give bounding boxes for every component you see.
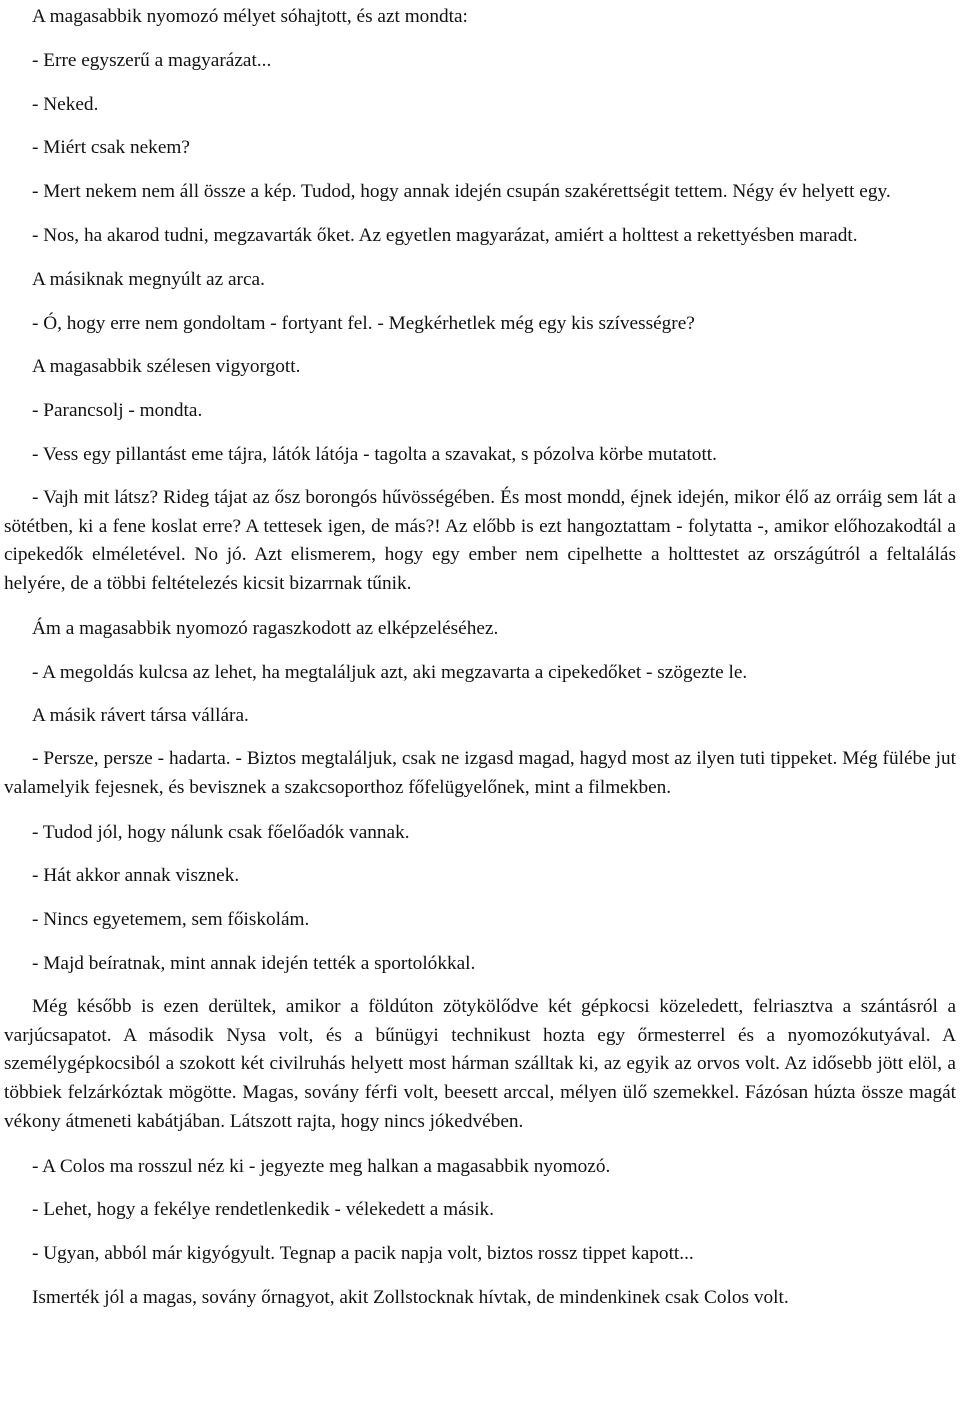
paragraph: - Vess egy pillantást eme tájra, látók látója - tagolta a szavakat, s pózolva körbe mutatott. xyxy=(32,443,717,465)
paragraph: Még később is ezen derültek, amikor a földúton zötykölődve két gépkocsi közeledett, felriasztva a szántásról a varjúcsapatot. A második Nysa volt, és a bűnügyi technikust hozta egy őrmesterrel és a nyomozókutyával. A személygépkocsiból a szokott két civilruhás helyett most hárman szálltak ki, az egyik az orvos volt. Az idősebb jött elöl, a többiek felzárkóztak mögötte. Magas, sovány férfi volt, beesett arccal, mélyen ülő szemekkel. Fázósan húzta össze magát vékony átmeneti kabátjában. Látszott rajta, hogy nincs jókedvében. xyxy=(4,995,956,1132)
paragraph: - Tudod jól, hogy nálunk csak főelőadók vannak. xyxy=(32,821,410,843)
paragraph: A másik rávert társa vállára. xyxy=(32,705,249,727)
paragraph: - Persze, persze - hadarta. - Biztos megtaláljuk, csak ne izgasd magad, hagyd most az ilyen tuti tippeket. Még fülébe jut valamelyik fejesnek, és bevisznek a szakcsoporthoz főfelügyelőnek, mint a filmekben. xyxy=(4,748,956,798)
paragraph: - Hát akkor annak visznek. xyxy=(32,865,240,887)
paragraph: - Nincs egyetemem, sem főiskolám. xyxy=(32,909,310,931)
paragraph: - Lehet, hogy a fekélye rendetlenkedik - vélekedett a másik. xyxy=(32,1199,495,1221)
paragraph: - Neked. xyxy=(32,93,99,115)
paragraph: Ám a magasabbik nyomozó ragaszkodott az elképzeléséhez. xyxy=(32,617,499,639)
paragraph: - Mert nekem nem áll össze a kép. Tudod, hogy annak idején csupán szakérettségit tettem. Négy év helyett egy. xyxy=(32,181,891,203)
paragraph: - Nos, ha akarod tudni, megzavarták őket. Az egyetlen magyarázat, amiért a holttest a rekettyésben maradt. xyxy=(32,224,858,246)
paragraph: - Erre egyszerű a magyarázat... xyxy=(32,49,272,71)
paragraph: - Miért csak nekem? xyxy=(32,137,190,159)
paragraph: A másiknak megnyúlt az arca. xyxy=(32,268,265,290)
document-page xyxy=(4,2,956,1327)
paragraph: - A Colos ma rosszul néz ki - jegyezte meg halkan a magasabbik nyomozó. xyxy=(32,1155,611,1177)
paragraph: A magasabbik nyomozó mélyet sóhajtott, és azt mondta: xyxy=(32,6,468,27)
paragraph: A magasabbik szélesen vigyorgott. xyxy=(32,356,301,378)
paragraph: - Parancsolj - mondta. xyxy=(32,400,203,422)
paragraph: Ismerték jól a magas, sovány őrnagyot, akit Zollstocknak hívtak, de mindenkinek csak Colos volt. xyxy=(32,1286,789,1308)
paragraph: - Majd beíratnak, mint annak idején tették a sportolókkal. xyxy=(32,952,476,974)
paragraph: - Ó, hogy erre nem gondoltam - fortyant fel. - Megkérhetlek még egy kis szívességre? xyxy=(32,312,695,334)
paragraph: - Ugyan, abból már kigyógyult. Tegnap a pacik napja volt, biztos rossz tippet kapott... xyxy=(32,1243,694,1265)
paragraph: - A megoldás kulcsa az lehet, ha megtaláljuk azt, aki megzavarta a cipekedőket - szögezte le. xyxy=(32,661,748,683)
paragraph: - Vajh mit látsz? Rideg tájat az ősz borongós hűvösségében. És most mondd, éjnek idején, mikor élő az orráig sem lát a sötétben, ki a fene koslat erre? A tettesek igen, de más?! Az előbb is ezt hangoztattam - folytatta -, amikor előhozakodtál a cipekedők elméletével. No jó. Azt elismerem, hogy egy ember nem cipelhette a holttestet az országútról a feltalálás helyére, de a többi feltételezés kicsit bizarrnak tűnik. xyxy=(4,486,956,595)
